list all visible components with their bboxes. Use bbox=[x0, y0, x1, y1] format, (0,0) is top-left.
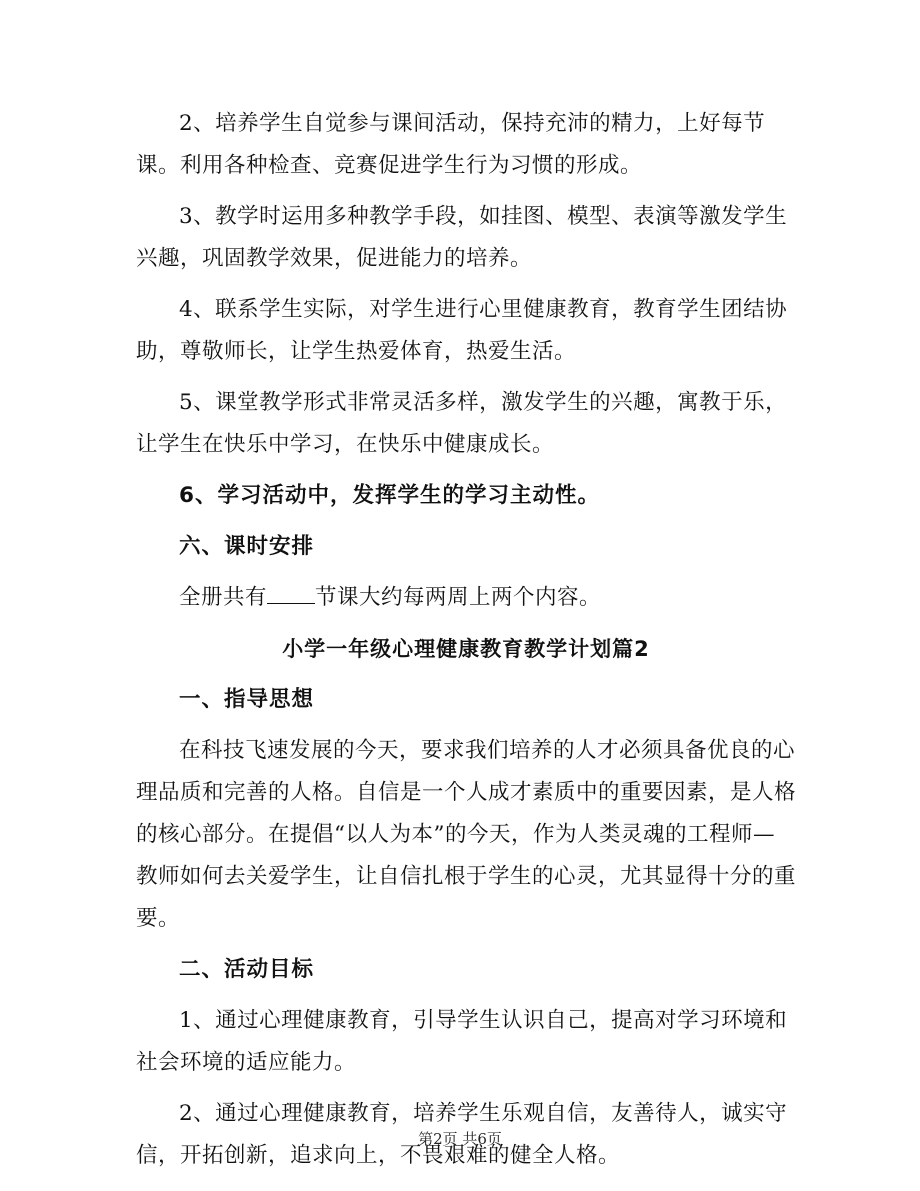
guiding-thought-paragraph: 在科技飞速发展的今天，要求我们培养的人才必须具备优良的心理品质和完善的人格。自信是一个人成才素质中的重要因素，是人格的核心部分。在提倡“以人为本”的今天，作为人类灵魂的工程师—教师如何去关爱学生，让自信扎根于学生的心灵，尤其显得十分的重要。 bbox=[136, 738, 797, 931]
blank-underline bbox=[267, 583, 315, 604]
section-heading-two: 二、活动目标 bbox=[179, 957, 315, 982]
paragraph-item-6-bold: 6、学习活动中，发挥学生的学习主动性。 bbox=[179, 483, 600, 508]
paragraph-item-3: 3、教学时运用多种教学手段，如挂图、模型、表演等激发学生兴趣，巩固教学效果，促进能力的培养。 bbox=[136, 204, 788, 271]
goal-item-2: 2、通过心理健康教育，培养学生乐观自信，友善待人，诚实守信，开拓创新，追求向上，不畏艰难的健全人格。 bbox=[136, 1101, 788, 1168]
section-heading-six: 六、课时安排 bbox=[179, 534, 315, 559]
schedule-suffix: 节课大约每两周上两个内容。 bbox=[315, 585, 602, 610]
goal-item-1: 1、通过心理健康教育，引导学生认识自己，提高对学习环境和社会环境的适应能力。 bbox=[136, 1008, 788, 1075]
paragraph-item-4: 4、联系学生实际，对学生进行心里健康教育，教育学生团结协助，尊敬师长，让学生热爱体育，热爱生活。 bbox=[136, 297, 788, 364]
paragraph-item-5: 5、课堂教学形式非常灵活多样，激发学生的兴趣，寓教于乐，让学生在快乐中学习，在快乐中健康成长。 bbox=[136, 390, 788, 457]
paragraph-item-2: 2、培养学生自觉参与课间活动，保持充沛的精力，上好每节课。利用各种检查、竞赛促进学生行为习惯的形成。 bbox=[136, 111, 766, 178]
page-footer: 第2页 共6页 bbox=[418, 1130, 502, 1148]
schedule-paragraph bbox=[136, 577, 796, 619]
schedule-prefix: 全册共有 bbox=[179, 585, 268, 610]
section-heading-one: 一、指导思想 bbox=[179, 687, 315, 712]
document-body bbox=[136, 103, 796, 1177]
plan-2-title: 小学一年级心理健康教育教学计划篇2 bbox=[282, 637, 650, 661]
